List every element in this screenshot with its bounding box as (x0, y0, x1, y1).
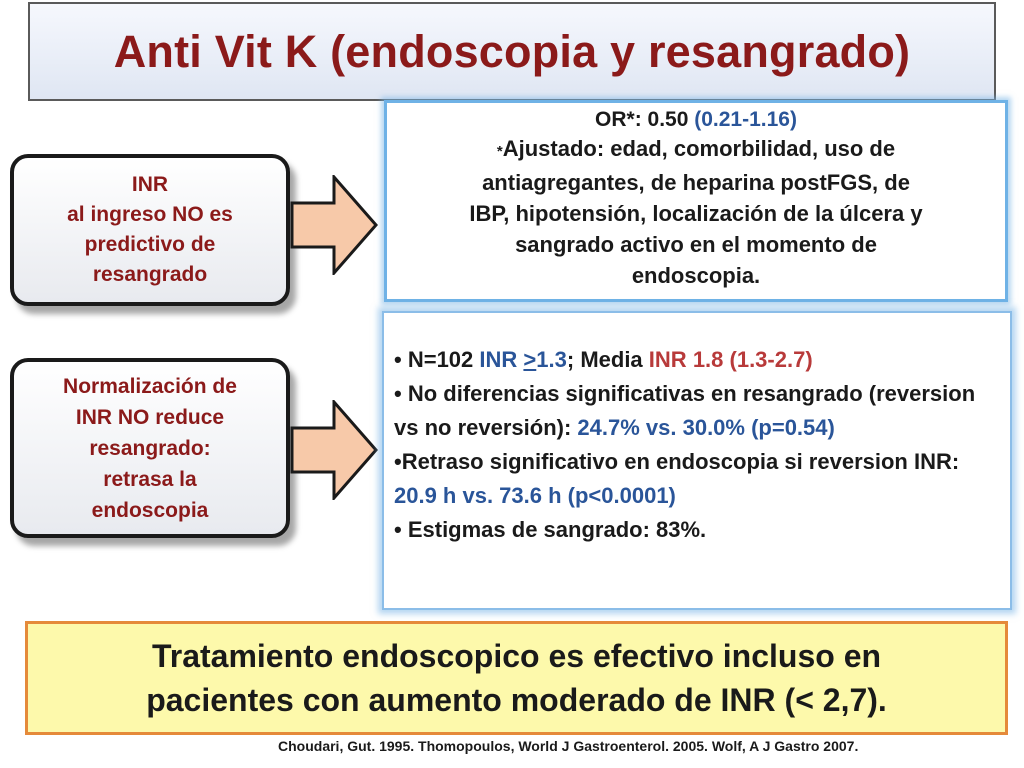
inr-normalization-line: INR NO reduce (75, 405, 225, 429)
adjustment-line: IBP, hipotensión, localización de la úlcera y (469, 201, 923, 226)
inr-admission-line: INR (131, 173, 169, 196)
arrow-right-icon (290, 175, 380, 275)
inr-normalization-line: retrasa la (103, 467, 197, 491)
adjustment-line: sangrado activo en el momento de (515, 232, 877, 257)
inr-label: INR (479, 347, 518, 372)
adjustment-line (387, 133, 1005, 167)
title-banner (28, 2, 996, 101)
inr-threshold: 1.3 (536, 347, 567, 372)
references: Choudari, Gut. 1995. Thomopoulos, World J Gastroenterol. 2005. Wolf, A J Gastro 2007. (278, 738, 859, 754)
inr-normalization-box (10, 358, 290, 538)
adjustment-line: endoscopia. (631, 263, 761, 288)
result-item (394, 377, 1002, 445)
results-box (382, 311, 1012, 610)
inr-admission-line: al ingreso NO es (67, 203, 233, 226)
odds-ratio-ci: (0.21-1.16) (694, 108, 797, 131)
inr-admission-box (10, 154, 290, 306)
rebleeding-text: No diferencias significativas en resangrado (reversion vs no reversión): (394, 381, 976, 440)
conclusion-line: Tratamiento endoscopico es efectivo incluso en (151, 638, 882, 674)
delay-values: 20.9 h vs. 73.6 h (p<0.0001) (394, 483, 676, 508)
inr-normalization-line: endoscopia (91, 498, 209, 522)
delay-text: Retraso significativo en endoscopia si reversion INR: (401, 449, 960, 474)
sample-size: N=102 (407, 347, 474, 372)
odds-ratio-label: OR*: 0.50 (595, 108, 689, 131)
bullet: • (394, 381, 402, 406)
bullet: • (394, 347, 402, 372)
odds-ratio-line (387, 107, 1005, 133)
inr-normalization-line: Normalización de (63, 374, 237, 398)
arrow-right-icon (290, 400, 380, 500)
stigmata-text: Estigmas de sangrado: 83%. (407, 517, 707, 542)
result-item (394, 445, 1002, 513)
adjustment-text: Ajustado: edad, comorbilidad, uso de (502, 136, 896, 161)
median-label: ; Media (566, 347, 643, 372)
median-value: 1.8 (1.3-2.7) (692, 347, 813, 372)
inr-normalization-line: resangrado: (89, 436, 211, 460)
asterisk: * (496, 143, 503, 160)
inr-label: INR (648, 347, 687, 372)
bullet: • (394, 517, 402, 542)
ge-symbol: > (523, 347, 537, 372)
conclusion-line: pacientes con aumento moderado de INR (< 2,7). (146, 682, 887, 718)
result-item (394, 513, 1002, 547)
inr-admission-line: resangrado (92, 263, 208, 286)
result-item (394, 343, 1002, 377)
slide-title: Anti Vit K (endoscopia y resangrado) (113, 25, 911, 77)
odds-ratio-note (384, 100, 1008, 302)
conclusion-box (25, 621, 1008, 735)
adjustment-line: antiagregantes, de heparina postFGS, de (482, 170, 910, 195)
rebleeding-values: 24.7% vs. 30.0% (p=0.54) (577, 415, 835, 440)
inr-admission-line: predictivo de (84, 233, 216, 256)
bullet: • (394, 449, 402, 474)
